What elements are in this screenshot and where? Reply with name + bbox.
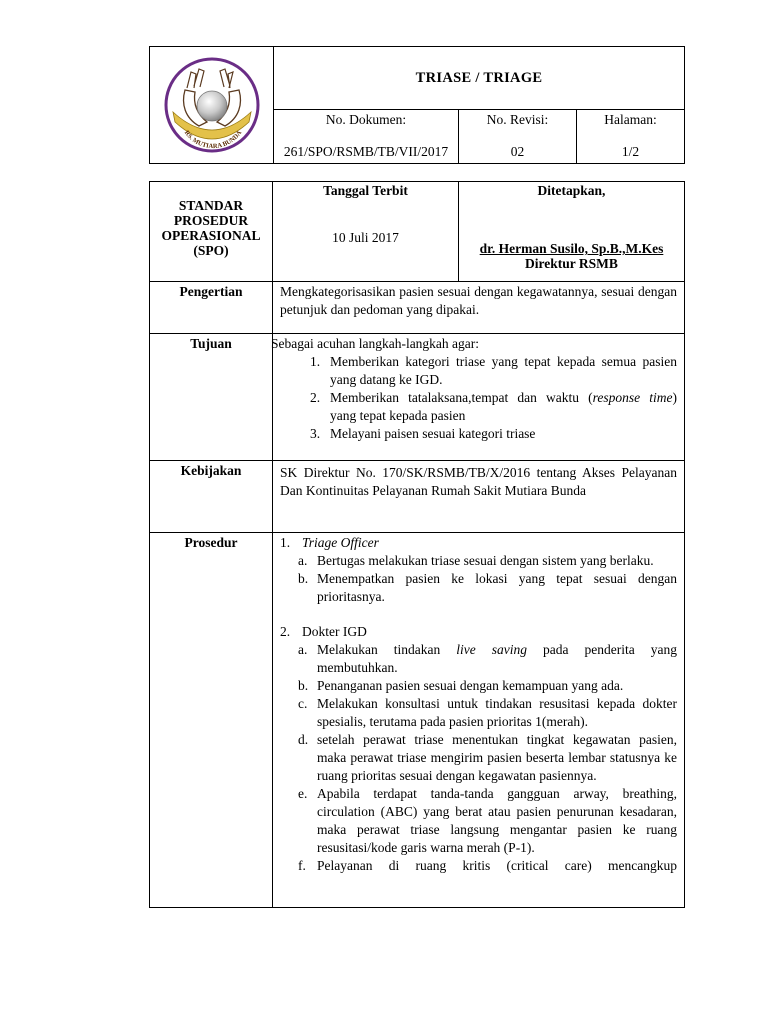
document-number-cell	[274, 110, 459, 164]
page-value: 1/2	[621, 144, 640, 159]
document-header-table	[149, 46, 685, 164]
spo-label-line-3: OPERASIONAL	[161, 228, 261, 243]
prosedur-item: b. Menempatkan pasien ke lokasi yang tepat sesuai dengan prioritasnya.	[298, 571, 677, 604]
signer-name: dr. Herman Susilo, Sp.B.,M.Kes	[479, 241, 664, 256]
prosedur-item: d. setelah perawat triase menentukan tingkat kegawatan pasien, maka perawat triase mengirim pasien beserta lembar statusnya ke ruang prioritas sesuai dengan kegawatan pasiennya.	[298, 732, 677, 783]
pengertian-label: Pengertian	[150, 282, 273, 334]
logo-text: RS. MUTIARA BUNDA	[182, 129, 243, 151]
prosedur-section-2: 2. Dokter IGD	[280, 624, 367, 639]
prosedur-section-2-title: Dokter IGD	[302, 624, 367, 639]
tujuan-item: 3. Melayani paisen sesuai kategori triase	[310, 426, 536, 441]
prosedur-label: Prosedur	[150, 533, 273, 908]
approval-header: Ditetapkan,	[537, 183, 606, 198]
page-label: Halaman:	[604, 112, 657, 127]
revision-cell	[459, 110, 577, 164]
kebijakan-label: Kebijakan	[150, 461, 273, 533]
tujuan-item: 1. Memberikan kategori triase yang tepat kepada semua pasien yang datang ke IGD.	[310, 354, 677, 387]
tujuan-intro: Sebagai acuhan langkah-langkah agar:	[271, 336, 480, 351]
spo-label-cell	[150, 182, 273, 282]
prosedur-item: e. Apabila terdapat tanda-tanda gangguan arway, breathing, circulation (ABC) yang berat atau pasien penurunan kesadaran, maka perawat triase langsung mengantar pasien ke ruang resusitasi/kode garis warna merah (P-1).	[298, 786, 677, 855]
issue-date-cell	[273, 182, 459, 282]
hospital-logo	[163, 56, 261, 154]
issue-date-header: Tanggal Terbit	[323, 183, 408, 198]
prosedur-item: a. Bertugas melakukan triase sesuai dengan sistem yang berlaku.	[298, 553, 654, 568]
spo-label-line-1: STANDAR	[178, 198, 244, 213]
revision-label: No. Revisi:	[486, 112, 549, 127]
document-title: TRIASE / TRIAGE	[274, 47, 685, 110]
prosedur-item: f. Pelayanan di ruang kritis (critical care) mencangkup	[298, 858, 677, 873]
prosedur-item: b. Penanganan pasien sesuai dengan kemampuan yang ada.	[298, 678, 624, 693]
prosedur-item: c. Melakukan konsultasi untuk tindakan resusitasi kepada dokter spesialis, terutama pada pasien prioritas 1(merah).	[298, 696, 677, 729]
pengertian-text: Mengkategorisasikan pasien sesuai dengan kegawatannya, sesuai dengan petunjuk dan pedoman yang dipakai.	[273, 282, 685, 334]
approval-cell	[459, 182, 685, 282]
revision-value: 02	[510, 144, 525, 159]
issue-date-value: 10 Juli 2017	[332, 230, 399, 245]
spo-label-line-4: (SPO)	[193, 243, 229, 258]
prosedur-section-1: 1. Triage Officer	[280, 535, 379, 550]
kebijakan-text: SK Direktur No. 170/SK/RSMB/TB/X/2016 tentang Akses Pelayanan Dan Kontinuitas Pelayanan Rumah Sakit Mutiara Bunda	[273, 461, 685, 533]
tujuan-content	[273, 334, 685, 461]
page-cell	[577, 110, 685, 164]
tujuan-label: Tujuan	[150, 334, 273, 461]
logo-cell	[150, 47, 274, 164]
document-number-value: 261/SPO/RSMB/TB/VII/2017	[283, 144, 449, 159]
document-number-label: No. Dokumen:	[325, 112, 407, 127]
prosedur-item: a. Melakukan tindakan live saving pada penderita yang membutuhkan.	[298, 642, 677, 675]
signer-title: Direktur RSMB	[525, 256, 618, 271]
spo-label-line-2: PROSEDUR	[173, 213, 249, 228]
prosedur-section-1-title: Triage Officer	[302, 535, 379, 550]
tujuan-item: 2. Memberikan tatalaksana,tempat dan waktu (response time) yang tepat kepada pasien	[310, 390, 677, 423]
spo-table	[149, 181, 685, 908]
prosedur-content	[273, 533, 685, 908]
